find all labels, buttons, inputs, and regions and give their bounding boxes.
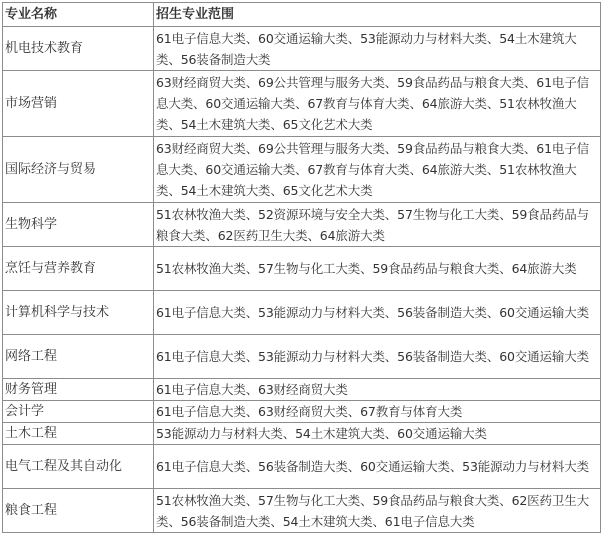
- enrollment-scope-cell: 61电子信息大类、63财经商贸大类、67教育与体育大类: [154, 401, 601, 423]
- majors-table: [2, 2, 601, 533]
- major-name-cell: 市场营销: [3, 71, 154, 137]
- major-name-cell: 机电技术教育: [3, 27, 154, 71]
- enrollment-scope-cell: 61电子信息大类、63财经商贸大类: [154, 379, 601, 401]
- table-row: [3, 379, 601, 401]
- major-name-cell: 电气工程及其自动化: [3, 445, 154, 489]
- column-header-scope: 招生专业范围: [154, 3, 601, 27]
- table-row: [3, 423, 601, 445]
- table-row: [3, 401, 601, 423]
- enrollment-scope-cell: 61电子信息大类、60交通运输大类、53能源动力与材料大类、54土木建筑大类、56装备制造大类: [154, 27, 601, 71]
- table-row: [3, 445, 601, 489]
- enrollment-scope-cell: 53能源动力与材料大类、54土木建筑大类、60交通运输大类: [154, 423, 601, 445]
- major-name-cell: 网络工程: [3, 335, 154, 379]
- enrollment-scope-cell: 61电子信息大类、53能源动力与材料大类、56装备制造大类、60交通运输大类: [154, 291, 601, 335]
- major-name-cell: 计算机科学与技术: [3, 291, 154, 335]
- table-row: [3, 71, 601, 137]
- major-name-cell: 生物科学: [3, 203, 154, 247]
- enrollment-scope-cell: 61电子信息大类、56装备制造大类、60交通运输大类、53能源动力与材料大类: [154, 445, 601, 489]
- major-name-cell: 国际经济与贸易: [3, 137, 154, 203]
- enrollment-scope-cell: 61电子信息大类、53能源动力与材料大类、56装备制造大类、60交通运输大类: [154, 335, 601, 379]
- major-name-cell: 烹饪与营养教育: [3, 247, 154, 291]
- major-name-cell: 会计学: [3, 401, 154, 423]
- major-name-cell: 土木工程: [3, 423, 154, 445]
- table-row: [3, 489, 601, 533]
- table-row: [3, 203, 601, 247]
- table-row: [3, 335, 601, 379]
- enrollment-scope-cell: 51农林牧渔大类、57生物与化工大类、59食品药品与粮食大类、64旅游大类: [154, 247, 601, 291]
- table-row: [3, 137, 601, 203]
- enrollment-scope-cell: 63财经商贸大类、69公共管理与服务大类、59食品药品与粮食大类、61电子信息大类、60交通运输大类、67教育与体育大类、64旅游大类、51农林牧渔大类、54土木建筑大类、65文化艺术大类: [154, 71, 601, 137]
- enrollment-scope-cell: 51农林牧渔大类、57生物与化工大类、59食品药品与粮食大类、62医药卫生大类、56装备制造大类、54土木建筑大类、61电子信息大类: [154, 489, 601, 533]
- major-name-cell: 财务管理: [3, 379, 154, 401]
- major-name-cell: 粮食工程: [3, 489, 154, 533]
- table-row: [3, 247, 601, 291]
- table-row: [3, 27, 601, 71]
- table-header-row: [3, 3, 601, 27]
- column-header-major: 专业名称: [3, 3, 154, 27]
- enrollment-scope-cell: 63财经商贸大类、69公共管理与服务大类、59食品药品与粮食大类、61电子信息大类、60交通运输大类、67教育与体育大类、64旅游大类、51农林牧渔大类、54土木建筑大类、65文化艺术大类: [154, 137, 601, 203]
- table-row: [3, 291, 601, 335]
- enrollment-scope-cell: 51农林牧渔大类、52资源环境与安全大类、57生物与化工大类、59食品药品与粮食大类、62医药卫生大类、64旅游大类: [154, 203, 601, 247]
